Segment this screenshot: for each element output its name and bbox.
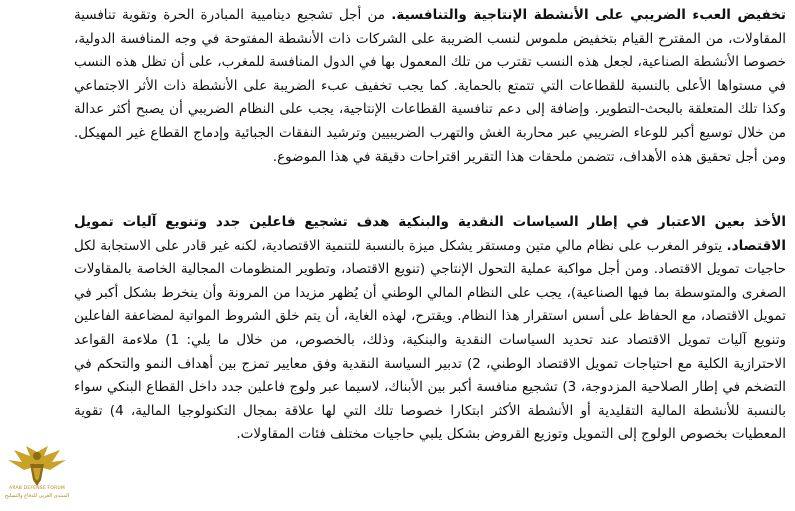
eagle-emblem-icon bbox=[4, 446, 70, 488]
page-bottom-fade bbox=[0, 499, 795, 511]
paragraph-heading: تخفيض العبء الضريبي على الأنشطة الإنتاجية والتنافسية. bbox=[391, 7, 786, 23]
watermark-logo bbox=[4, 446, 70, 506]
paragraph-tax-burden bbox=[74, 4, 786, 169]
paragraph-monetary-policy bbox=[74, 211, 786, 447]
paragraph-body: يتوفر المغرب على نظام مالي متين ومستقر يشكل ميزة بالنسبة للتنمية الاقتصادية، لكنه غير قادر على الاستجابة لكل حاجيات تمويل الاقتصاد. ومن أجل مواكبة عملية التحول الإنتاجي (تنويع الاقتصاد، وتطوير المنظومات المجالية الخاصة بالمقاولات الصغرى والمتوسطة بما فيها الصناعية)، يجب على النظام المالي الوطني أن يُظهر مزيدا من المرونة وأن ينخرط بشكل أكبر في تمويل الاقتصاد، مع الحفاظ على أسس استقرار هذا النظام. ويقترح، لهذه الغاية، أن يتم خلق الشروط المواتية لمضاعفة الفاعلين وتنويع آليات تمويل الاقتصاد عند تحديد السياسات النقدية والبنكية، وذلك، بالخصوص، من خلال ما يلي: 1) ملاءمة القواعد الاحترازية الكلية مع احتياجات تمويل الاقتصاد الوطني، 2) تدبير السياسة النقدية وفق معايير تمزج بين أهداف النمو والتحكم في التضخم في إطار الصلاحية المزدوجة، 3) تشجيع منافسة أكبر بين الأبناك، لاسيما عبر ولوج فاعلين جدد داخل القطاع البنكي سواء بالنسبة للأنشطة المالية التقليدية أو الأنشطة الأكثر ابتكارا خصوصا تلك التي لها علاقة بمجال التكنولوجيا المالية، 4) تقوية المعطيات بخصوص الولوج إلى التمويل وتوزيع القروض بشكل يلبي حاجيات مختلف فئات المقاولات. bbox=[74, 237, 786, 443]
watermark-text-en: ARAB DEFENSE FORUM bbox=[9, 486, 65, 491]
paragraph-heading: الأخذ بعين الاعتبار في إطار السياسات النقدية والبنكية هدف تشجيع فاعلين جدد وتنويع آليات تمويل الاقتصاد. bbox=[74, 214, 786, 254]
watermark-text-ar: المنتدى العربي للدفاع والتسليح bbox=[4, 493, 70, 499]
paragraph-body: من أجل تشجيع ديناميية المبادرة الحرة وتقوية تنافسية المقاولات، من المقترح القيام بتخفيض ملموس لنسب الضريبة على الشركات ذات الأنشطة المفتوحة في وجه المنافسة الدولية، خصوصا الأنشطة الصناعية، لجعل هذه النسب تقترب من تلك المعمول بها في الدول المنافسة للمغرب، على أن تظل هذه النسب في مستواها الأعلى بالنسبة للقطاعات التي تتمتع بالحماية. كما يجب تخفيف عبء الضريبة على الأنشطة ذات الأثر الاجتماعي وكذا تلك المتعلقة بالبحث-التطوير. وإضافة إلى دعم تنافسية القطاعات الإنتاجية، يجب على النظام الضريبي أن يصبح أكثر عدالة من خلال توسيع أكبر للوعاء الضريبي عبر محاربة الغش والتهرب الضريبيين وترشيد النفقات الجبائية وإدماج القطاع غير المهيكل. ومن أجل تحقيق هذه الأهداف، تتضمن ملحقات هذا التقرير اقتراحات دقيقة في هذا الموضوع. bbox=[74, 7, 786, 165]
